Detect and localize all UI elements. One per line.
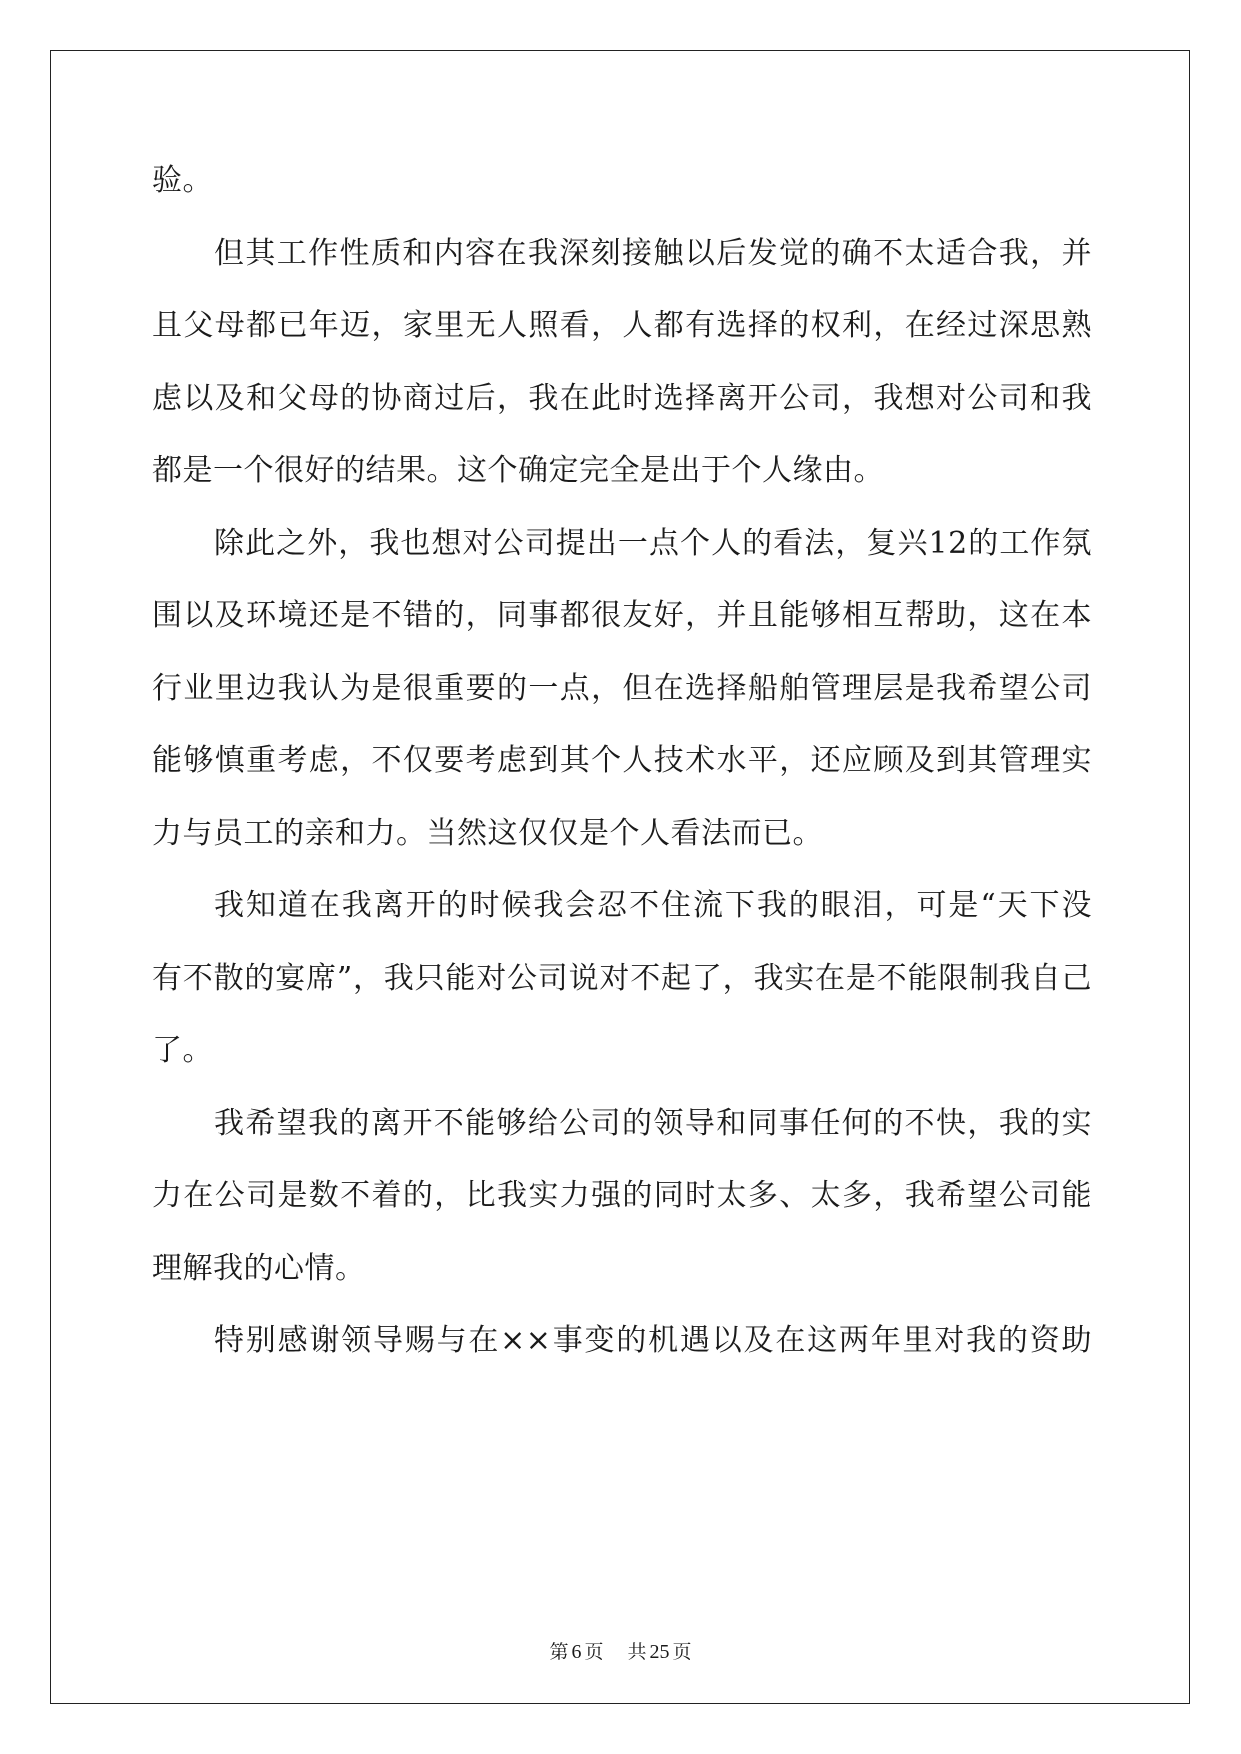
page-suffix: 页 — [584, 1641, 604, 1663]
total-prefix: 共 — [627, 1641, 647, 1663]
text-line: 力在公司是数不着的，比我实力强的同时太多、太多，我希望公司能 — [152, 1178, 1092, 1213]
paragraph-first-line: 我希望我的离开不能够给公司的领导和同事任何的不快，我的实 — [214, 1105, 1092, 1141]
paragraph-first-line: 除此之外，我也想对公司提出一点个人的看法，复兴12的工作氛 — [214, 525, 1092, 561]
text-line: 都是一个很好的结果。这个确定完全是出于个人缘由。 — [152, 453, 884, 488]
text-line: 了。 — [152, 1033, 213, 1068]
paragraph-first-line: 特别感谢领导赐与在××事变的机遇以及在这两年里对我的资助 — [214, 1323, 1092, 1358]
text-line: 有不散的宴席”，我只能对公司说对不起了，我实在是不能限制我自己 — [152, 960, 1092, 996]
text-line: 且父母都已年迈，家里无人照看，人都有选择的权利，在经过深思熟 — [152, 308, 1092, 343]
text-line: 力与员工的亲和力。当然这仅仅是个人看法而已。 — [152, 815, 823, 851]
text-line: 理解我的心情。 — [152, 1250, 366, 1286]
text-line: 虑以及和父母的协商过后，我在此时选择离开公司，我想对公司和我 — [152, 380, 1092, 416]
total-suffix: 页 — [672, 1641, 692, 1663]
document-body — [152, 163, 1092, 1396]
page-prefix: 第 — [549, 1641, 569, 1663]
page-number: 6 — [571, 1641, 582, 1663]
total-pages: 25 — [649, 1641, 670, 1663]
text-line: 围以及环境还是不错的，同事都很友好，并且能够相互帮助，这在本 — [152, 598, 1092, 633]
page-footer — [0, 1640, 1241, 1664]
text-line: 能够慎重考虑，不仅要考虑到其个人技术水平，还应顾及到其管理实 — [152, 743, 1092, 778]
paragraph-first-line: 我知道在我离开的时候我会忍不住流下我的眼泪，可是“天下没 — [214, 888, 1092, 923]
text-line: 验。 — [152, 163, 213, 198]
text-line: 行业里边我认为是很重要的一点，但在选择船舶管理层是我希望公司 — [152, 670, 1092, 706]
paragraph-first-line: 但其工作性质和内容在我深刻接触以后发觉的确不太适合我，并 — [214, 235, 1092, 271]
